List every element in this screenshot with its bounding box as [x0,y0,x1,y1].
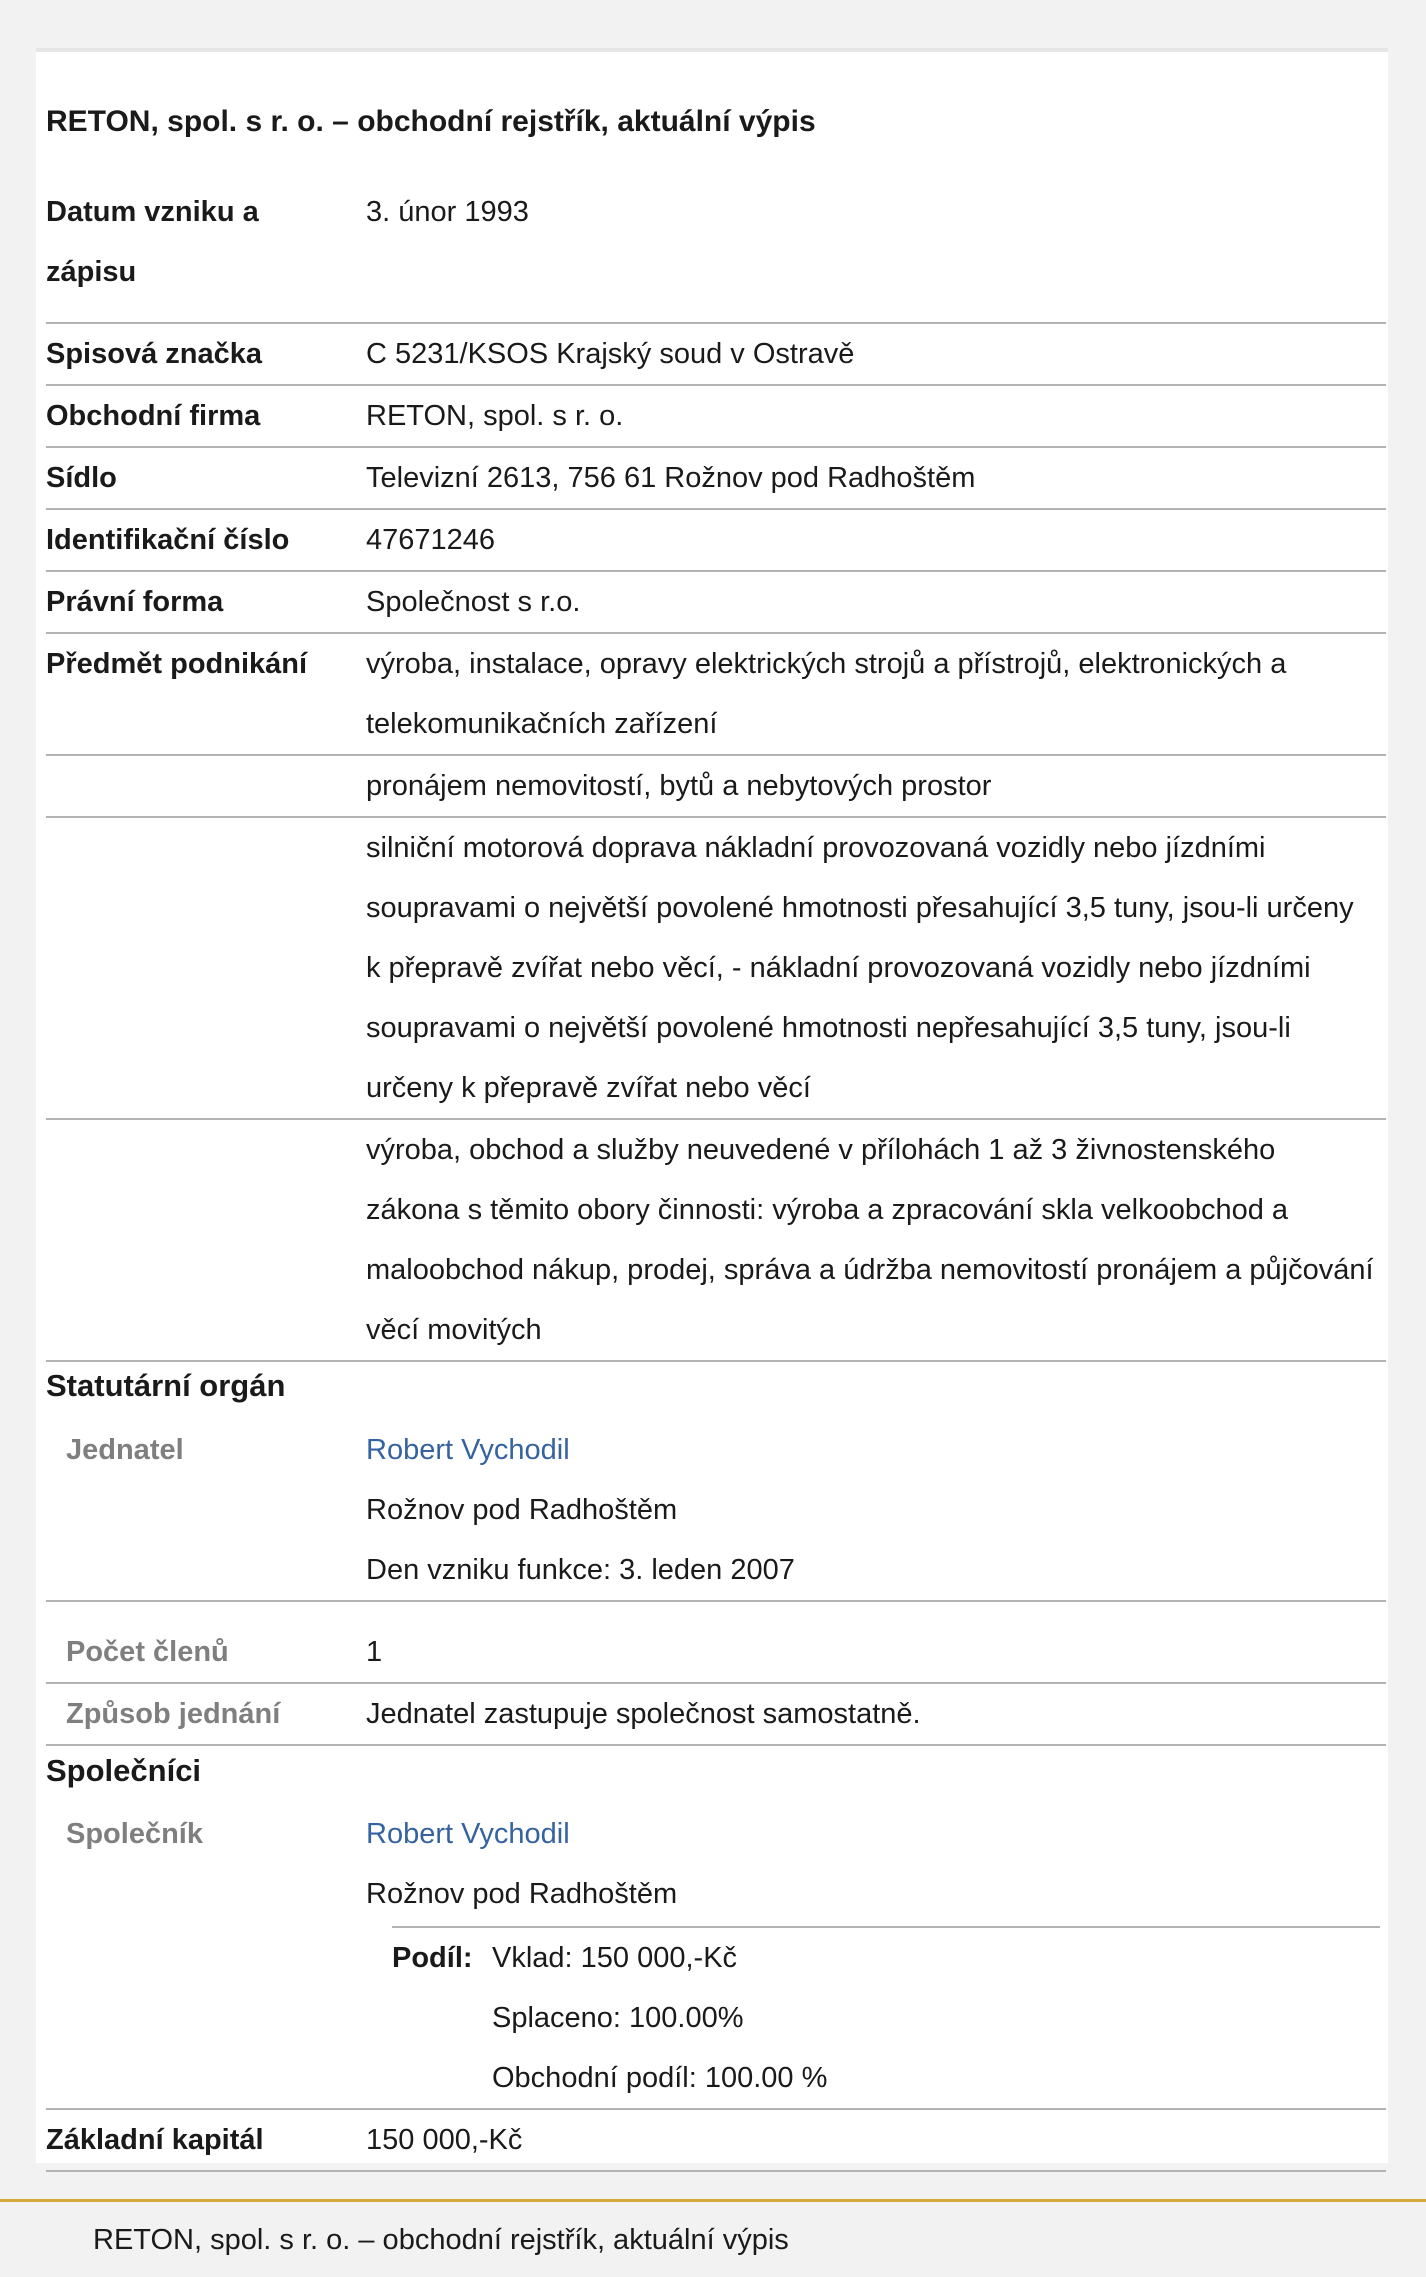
row-label-legal-form: Právní forma [46,586,224,618]
table-row [46,756,1386,818]
row-label-file-number: Spisová značka [46,338,262,370]
director-label: Jednatel [66,1434,184,1466]
share-label: Podíl: [392,1942,473,1974]
table-row [46,572,1386,634]
row-value-company-name: RETON, spol. s r. o. [366,400,624,432]
footer-text: RETON, spol. s r. o. – obchodní rejstřík, aktuální výpis [93,2224,789,2256]
table-row [46,386,1386,448]
acting-method-value: Jednatel zastupuje společnost samostatně. [366,1698,921,1730]
row-label-company-name: Obchodní firma [46,400,261,432]
director-function-start: Den vzniku funkce: 3. leden 2007 [366,1554,795,1586]
row-value-legal-form: Společnost s r.o. [366,586,581,618]
row-value-seat: Televizní 2613, 756 61 Rožnov pod Radhoštěm [366,462,976,494]
table-row [46,510,1386,572]
director-city: Rožnov pod Radhoštěm [366,1494,678,1526]
table-row [46,818,1386,1120]
table-row [46,324,1386,386]
capital-value: 150 000,-Kč [366,2124,523,2156]
table-row [46,1120,1386,1362]
table-row [46,1620,1386,1684]
table-row [46,182,1386,324]
statutory-director-row [46,1420,1386,1602]
row-value-founding-date: 3. únor 1993 [366,196,529,228]
partner-city: Rožnov pod Radhoštěm [366,1878,678,1910]
statutory-body-heading: Statutární orgán [46,1368,286,1403]
director-name-link[interactable]: Robert Vychodil [366,1434,570,1466]
row-value-file-number: C 5231/KSOS Krajský soud v Ostravě [366,338,855,370]
row-value-business-activity: výroba, instalace, opravy elektrických strojů a přístrojů, elektronických a telekomunikačních zařízení [366,648,1287,740]
table-row [46,448,1386,510]
table-row [46,1684,1386,1746]
business-item: výroba, obchod a služby neuvedené v přílohách 1 až 3 živnostenského zákona s těmito obory činnosti: výroba a zpracování skla velkoobchod a maloobchod nákup, prodej, správa a údržba nemovitostí pronájem a půjčování věcí movitých [366,1134,1374,1346]
page-footer [0,2199,1426,2277]
row-label-business-activity: Předmět podnikání [46,648,308,680]
business-item: silniční motorová doprava nákladní provozovaná vozidly nebo jízdními soupravami o největší povolené hmotnosti přesahující 3,5 tuny, jsou-li určeny k přepravě zvířat nebo věcí, - nákladní provozovaná vozidly nebo jízdními soupravami o největší povolené hmotnosti nepřesahující 3,5 tuny, jsou-li určeny k přepravě zvířat nebo věcí [366,832,1354,1104]
acting-method-label: Způsob jednání [66,1698,281,1730]
table-row [46,634,1386,756]
page-title: RETON, spol. s r. o. – obchodní rejstřík, aktuální výpis [46,105,816,138]
row-value-company-id: 47671246 [366,524,496,556]
share-paid: Splaceno: 100.00% [492,2002,744,2034]
members-count-label: Počet členů [66,1636,229,1668]
row-label-seat: Sídlo [46,462,117,494]
register-extract-card [36,48,1388,2163]
row-label-company-id: Identifikační číslo [46,524,290,556]
share-business-share: Obchodní podíl: 100.00 % [492,2062,828,2094]
capital-label: Základní kapitál [46,2124,264,2156]
partners-heading: Společníci [46,1753,202,1788]
business-item: pronájem nemovitostí, bytů a nebytových prostor [366,770,992,802]
share-deposit: Vklad: 150 000,-Kč [492,1942,738,1974]
partner-label: Společník [66,1818,203,1850]
partner-name-link[interactable]: Robert Vychodil [366,1818,570,1850]
row-label-founding-date: Datum vzniku a zápisu [46,196,259,288]
table-row [46,2108,1386,2172]
members-count-value: 1 [366,1636,383,1668]
